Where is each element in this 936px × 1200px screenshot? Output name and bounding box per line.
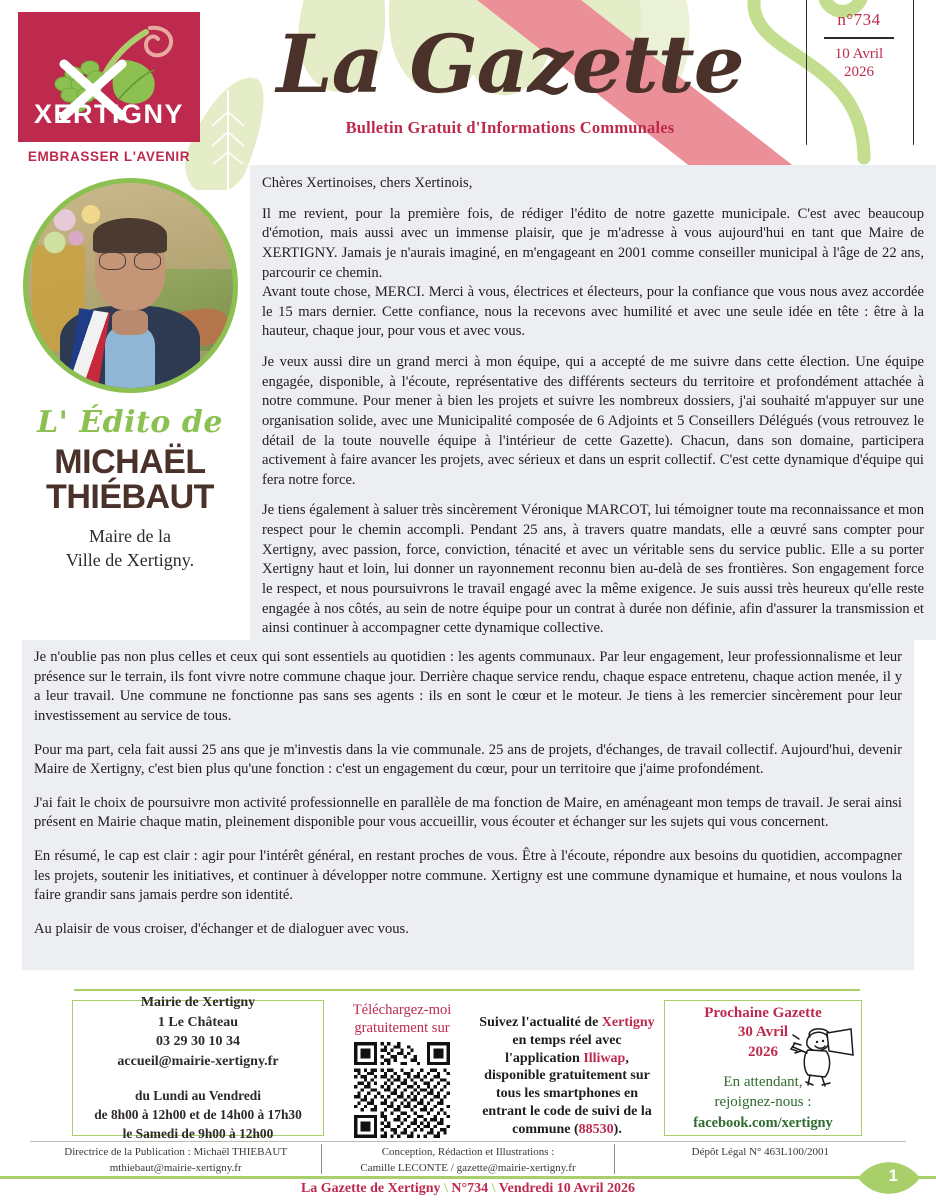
mairie-hours bbox=[94, 1086, 302, 1143]
credits-bar bbox=[30, 1144, 906, 1174]
illiwap-line-9: ). bbox=[613, 1121, 622, 1137]
next-issue-date: 30 Avril bbox=[737, 1024, 789, 1041]
mairie-name: Mairie de Xertigny bbox=[140, 994, 256, 1010]
mairie-phone[interactable]: 03 29 30 10 34 bbox=[155, 1034, 240, 1050]
editorial-paragraph: Je n'oublie pas non plus celles et ceux qui sont essentiels au quotidien : les agents communaux. Par leur engagement, leur professionnalisme et leur présence sur le terrain, ils font vivre notre commune chaque jour. Derrière chaque service rendu, chaque espace entretenu, chaque action menée, il y a leur travail. Une commune ne fonctionne pas sans ses agents : ils en sont le cœur et le moteur. Je tiens à les remercier sincèrement pour leur investissement au service de tous. bbox=[34, 649, 902, 724]
illiwap-line-8: de la commune ( bbox=[512, 1103, 652, 1137]
credit-design bbox=[321, 1144, 614, 1174]
logo-box bbox=[18, 12, 200, 142]
mairie-email[interactable]: accueil@mairie-xertigny.fr bbox=[117, 1054, 279, 1070]
mairie-info-box bbox=[72, 994, 324, 1142]
footer-issue-number: N°734 bbox=[451, 1181, 489, 1196]
ribbon-content bbox=[806, 0, 912, 145]
editorial-paragraph: J'ai fait le choix de poursuivre mon activité professionnelle en parallèle de ma fonction de Maire, en aménageant mon temps de travail. Je serai ainsi présent en Mairie chaque matin, pleinement disponible pour vous accueillir, vous écouter et échanger sur les sujets qui vous concernent. bbox=[34, 794, 902, 831]
credit-director-name: Directrice de la Publication : Michaël THIEBAUT bbox=[64, 1146, 288, 1158]
page-title: La Gazette bbox=[276, 17, 744, 111]
illiwap-highlight-app: Illiwap bbox=[583, 1050, 626, 1066]
legal-deposit-number: Dépôt Légal N° 463L100/2001 bbox=[691, 1146, 829, 1158]
illiwap-line-6: les smartphones en bbox=[524, 1086, 638, 1102]
illiwap-text bbox=[476, 1002, 658, 1138]
page-number: 1 bbox=[888, 1166, 898, 1185]
mairie-hours-detail: de 8h00 à 12h00 et de 14h00 à 17h30 bbox=[94, 1107, 302, 1123]
credits-divider bbox=[30, 1141, 906, 1142]
logo-tagline: EMBRASSER L'AVENIR bbox=[27, 149, 191, 164]
editorial-paragraph: Pour ma part, cela fait aussi 25 ans que je m'investis dans la vie communale. 25 ans de projets, d'échanges, de travail collectif. Aujourd'hui, devenir Maire de Xertigny, c'est bien plus qu'une fonction : c'est un engagement du cœur, pour un territoire que j'aime profondément. bbox=[34, 741, 902, 778]
editorial-author-block bbox=[16, 178, 244, 573]
editorial-text-wide bbox=[34, 648, 902, 954]
illiwap-line-4: , disponible bbox=[484, 1050, 629, 1084]
facebook-link[interactable]: facebook.com/xertigny bbox=[693, 1115, 833, 1132]
footer-separator: \ bbox=[444, 1181, 448, 1196]
editorial-paragraph: Au plaisir de vous croiser, d'échanger et de dialoguer avec vous. bbox=[34, 920, 409, 937]
issue-date-day: 10 Avril bbox=[834, 45, 884, 62]
mayor-first-name: MICHAËL bbox=[54, 443, 206, 481]
next-issue-year: 2026 bbox=[747, 1043, 778, 1060]
credit-design-author[interactable]: Camille LECONTE / gazette@mairie-xertigny.fr bbox=[360, 1161, 576, 1174]
editorial-paragraph: Il me revient, pour la première fois, de rédiger l'édito de notre gazette municipale. C'est avec beaucoup d'émotion, mais aussi avec un immense plaisir, que je m'adresse à vous aujourd'hui en tant que Maire de XERTIGNY. Jamais je n'aurais imaginé, en m'engageant en 2001 comme conseiller municipal à l'âge de 22 ans, parcourir ce chemin. bbox=[262, 205, 924, 281]
footer-row bbox=[72, 994, 862, 1142]
mairie-hours-weekdays: du Lundi au Vendredi bbox=[135, 1088, 261, 1104]
qr-code-icon[interactable] bbox=[354, 1042, 450, 1138]
credit-director-email[interactable]: mthiebaut@mairie-xertigny.fr bbox=[109, 1161, 242, 1174]
qr-label-line-2: gratuitement sur bbox=[354, 1019, 450, 1036]
mayor-portrait bbox=[23, 178, 238, 393]
issue-number: n°734 bbox=[837, 10, 881, 29]
issue-date-year: 2026 bbox=[843, 64, 874, 81]
illiwap-line-5: gratuitement sur tous bbox=[496, 1068, 650, 1102]
logo-wordmark: XERTIGNY bbox=[33, 99, 185, 129]
footer-separator: \ bbox=[491, 1181, 496, 1196]
town-crier-icon bbox=[777, 1025, 855, 1087]
next-issue-box bbox=[664, 1000, 862, 1136]
edito-kicker: L' Édito de bbox=[37, 405, 223, 440]
illiwap-line-1: Suivez l'actualité de bbox=[479, 1015, 599, 1030]
mayor-name bbox=[16, 445, 244, 514]
illiwap-promo bbox=[324, 1000, 664, 1136]
qr-label-line-1: Téléchargez-moi bbox=[352, 1002, 452, 1018]
illiwap-code: 88530 bbox=[578, 1121, 614, 1137]
illiwap-line-7: entrant le code de suivi bbox=[482, 1103, 620, 1119]
editorial-paragraph: Avant toute chose, MERCI. Merci à vous, électrices et électeurs, pour la confiance que vous nous avez accordée le 15 mars dernier. Cette confiance, nous la recevons avec humilité et avec une seule idée en tête : être à la hauteur, chaque jour, pour vous et avec vous. bbox=[262, 284, 924, 340]
footer-top-rule bbox=[74, 989, 860, 991]
mayor-role-line-1: Maire de la bbox=[89, 526, 171, 547]
illiwap-line-2: en temps bbox=[512, 1032, 566, 1048]
illiwap-highlight-xertigny: Xertigny bbox=[601, 1015, 655, 1030]
masthead bbox=[250, 10, 770, 138]
footer-issue-line bbox=[0, 1181, 936, 1197]
editorial-paragraph: Je tiens également à saluer très sincèrement Véronique MARCOT, lui témoigner toute ma reconnaissance et mon respect pour le chemin accompli. Pendant 25 ans, à travers quatre mandats, elle a œuvré sans compter pour Xertigny, avec passion, force, conviction, ténacité et avec un véritable sens du service public. Elle a su porter Xertigny haut et loin, lui donner un rayonnement reconnu bien au-delà de ses frontières. Son engagement force le respect, et nous poursuivrons le travail engagé avec la même exigence. Je suis aussi très heureux qu'elle reste engagée à nos côtés, au sein de notre équipe pour un contrat à durée non définie, afin d'assurer la transmission et ainsi continuer à accompagner cette dynamique collective. bbox=[262, 502, 924, 637]
credit-publication-director bbox=[30, 1144, 321, 1174]
issue-date bbox=[835, 45, 883, 83]
issue-ribbon bbox=[806, 0, 912, 145]
mairie-address: 1 Le Château bbox=[157, 1014, 239, 1030]
wait-line-1: En attendant, bbox=[723, 1074, 803, 1091]
masthead-subtitle: Bulletin Gratuit d'Informations Communales bbox=[345, 118, 675, 137]
next-issue-label: Prochaine Gazette bbox=[704, 1004, 822, 1021]
mayor-role bbox=[16, 525, 244, 573]
footer-issue-date: Vendredi 10 Avril 2026 bbox=[498, 1181, 636, 1196]
editorial-text-column bbox=[262, 174, 924, 650]
footer-green-rule bbox=[0, 1176, 936, 1179]
editorial-paragraph: En résumé, le cap est clair : agir pour l'intérêt général, en restant proches de vous. Être à l'écoute, répondre aux besoins du quotidien, accompagner les projets, soutenir les initiatives, et continuer à développer notre commune. Xertigny est une commune dynamique et humaine, et nous voulons la faire grandir sans jamais perdre son identité. bbox=[34, 848, 902, 904]
mayor-role-line-2: Ville de Xertigny. bbox=[65, 550, 195, 571]
leaf-vein-decoration bbox=[200, 86, 256, 190]
ribbon-divider bbox=[824, 37, 894, 39]
illiwap-line-3: réel avec l'application bbox=[505, 1032, 622, 1066]
editorial-paragraph: Chères Xertinoises, chers Xertinois, bbox=[262, 175, 473, 191]
credit-design-label: Conception, Rédaction et Illustrations : bbox=[381, 1146, 555, 1158]
footer-gazette-title: La Gazette de Xertigny bbox=[300, 1181, 441, 1196]
xertigny-logo bbox=[18, 12, 200, 164]
wait-line-2: rejoignez-nous : bbox=[714, 1094, 812, 1111]
mairie-hours-saturday: le Samedi de 9h00 à 12h00 bbox=[122, 1126, 274, 1142]
qr-column bbox=[336, 1002, 468, 1143]
editorial-paragraph: Je veux aussi dire un grand merci à mon équipe, qui a accepté de me suivre dans cette élection. Une équipe engagée, disponible, à l'écoute, représentative des différents secteurs du territoire et profondément attachée à notre commune. Pour mener à bien les projets et suivre les nombreux dossiers, j'ai souhaité m'appuyer sur une organisation solide, avec une Municipalité composée de 6 Adjoints et 5 Conseillers Délégués (vous retrouvez le détail de la toute nouvelle équipe à l'intérieur de cette Gazette). Chacun, dans son domaine, participera activement à faire avancer les projets, avec sérieux et dans un esprit collectif. C'est cette dynamique d'équipe qui fera notre force. bbox=[262, 354, 924, 488]
mairie-contact bbox=[117, 993, 278, 1073]
qr-label bbox=[336, 1002, 468, 1037]
mayor-last-name: THIÉBAUT bbox=[46, 477, 214, 516]
